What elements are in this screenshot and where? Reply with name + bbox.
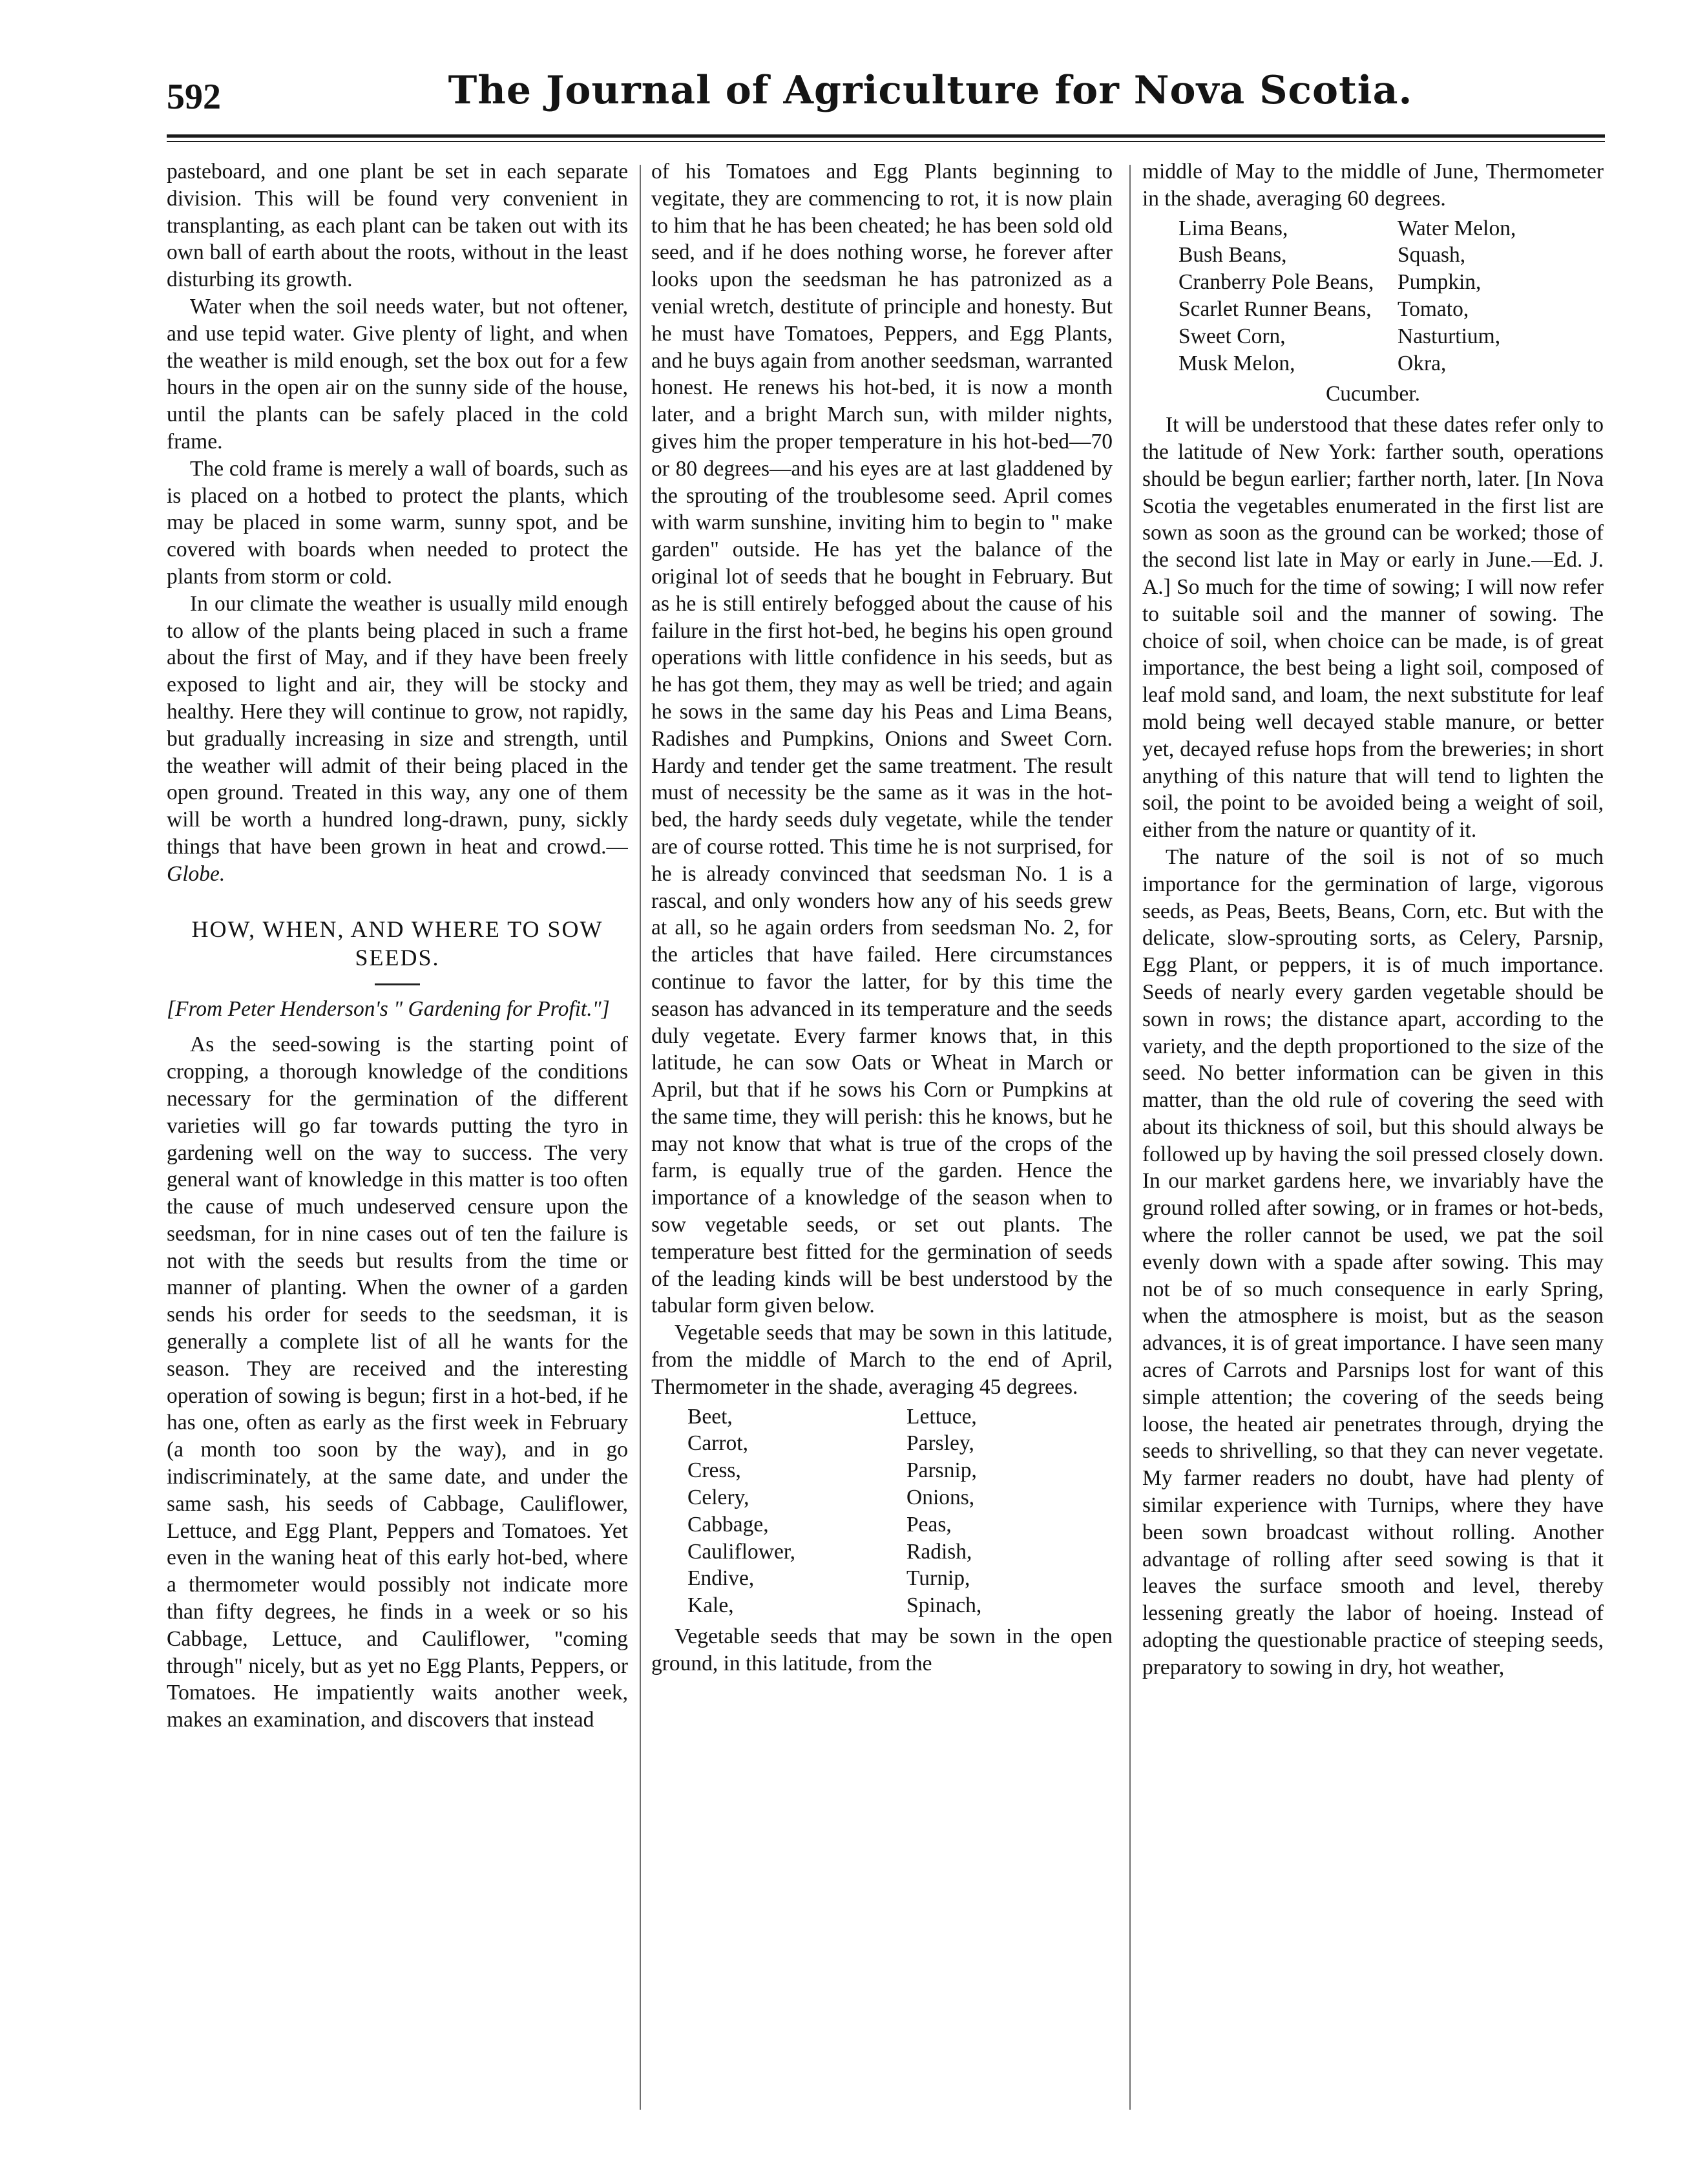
column-2 — [651, 158, 1113, 2116]
list-item: Spinach, — [906, 1593, 982, 1618]
list-item: Cranberry Pole Beans, — [1178, 270, 1374, 295]
list-item: Peas, — [906, 1512, 952, 1537]
list-item: Pumpkin, — [1398, 270, 1481, 295]
column-3 — [1142, 158, 1604, 2116]
list-item: Carrot, — [687, 1431, 748, 1456]
paragraph — [167, 591, 628, 888]
page-number: 592 — [167, 77, 221, 117]
list-item: Onions, — [906, 1486, 975, 1510]
header-rule-thin — [167, 141, 1605, 142]
paragraph: It will be understood that these dates refer only to the latitude of New York: farther south, operations should be begun earlier; farther north, later. [In Nova Scotia the vegetables enumerated in the first list are sown as soon as the ground can be worked; those of the second list late in May or early in June.—Ed. J. A.] So much for the time of sowing; I will now refer to suitable soil and the manner of sowing. The choice of soil, when choice can be made, is of great importance, the best being a light soil, composed of leaf mold sand, and loam, the next substitute for leaf mold being well decayed stable manure, or better yet, decayed refuse hops from the breweries; in short anything of this nature that will tend to lighten the soil, the point to be avoided being a weight of soil, either from the nature or quantity of it. — [1142, 413, 1604, 843]
paragraph: Vegetable seeds that may be sown in this latitude, from the middle of March to the end of April, Thermometer in the shade, averaging 45 degrees. — [651, 1321, 1113, 1399]
list-item: Okra, — [1398, 351, 1447, 375]
list-item: Turnip, — [906, 1566, 970, 1591]
list-item: Endive, — [687, 1566, 755, 1591]
paragraph-text: In our climate the weather is usually mild enough to allow of the plants being placed in such a frame about the first of May, and if they have been freely exposed to light and air, they will be stocky and healthy. Here they will continue to grow, not rapidly, but gradually increasing in size and strength, until the weather will admit of their being placed in the open ground. Treated in this way, any one of them will be worth a hundred long-drawn, puny, sickly things that have been grown in heat and crowd.— — [167, 591, 628, 859]
list-item: Scarlet Runner Beans, — [1178, 297, 1372, 321]
list-item: Cabbage, — [687, 1512, 769, 1537]
list-item: Musk Melon, — [1178, 351, 1295, 375]
list-item: Cucumber. — [1325, 382, 1421, 406]
list-item: Sweet Corn, — [1178, 324, 1286, 348]
source-note: [From Peter Henderson's " Gardening for Profit."] — [167, 996, 610, 1021]
early-vegetable-list — [651, 1403, 1113, 1619]
list-item: Beet, — [687, 1404, 733, 1429]
list-item: Radish, — [906, 1539, 972, 1564]
journal-title: The Journal of Agriculture for Nova Scotia. — [448, 68, 1413, 113]
paragraph: As the seed-sowing is the starting point of cropping, a thorough knowledge of the conditions necessary for the germination of the different varieties will go far towards putting the tyro in gardening well on the way to success. The very general want of knowledge in this matter is too often the cause of much undeserved censure upon the seedsman, for in nine cases out of ten the failure is not with the seeds but results from the time or manner of planting. When the owner of a garden sends his order for seeds to the seedsman, it is generally a complete list of all he wants for the season. They are received and the interesting operation of sowing is begun; first in a hot-bed, if he has one, often as early as the first week in February (a month too soon by the way), and in go indiscriminately, at the same date, and under the same sash, his seeds of Cabbage, Cauliflower, Lettuce, and Egg Plant, Peppers and Tomatoes. Yet even in the waning heat of this early hot-bed, where a thermometer would possibly not indicate more than fifty degrees, he finds in a week or so his Cabbage, Lettuce, and Cauliflower, "coming through" nicely, but as yet no Egg Plants, Peppers, or Tomatoes. He impatiently waits another week, makes an examination, and discovers that instead — [167, 1033, 628, 1732]
list-item: Cress, — [687, 1458, 741, 1483]
list-item: Bush Beans, — [1178, 243, 1287, 268]
column-divider — [640, 165, 641, 2110]
late-vegetable-list — [1142, 215, 1604, 377]
list-item: Water Melon, — [1398, 216, 1516, 240]
paragraph: middle of May to the middle of June, Thermometer in the shade, averaging 60 degrees. — [1142, 160, 1604, 211]
list-item: Parsley, — [906, 1431, 974, 1456]
paragraph: of his Tomatoes and Egg Plants beginning to vegitate, they are commencing to rot, it is now plain to him that he has been cheated; he has been sold old seed, and if he does nothing worse, he forever after looks upon the seedsman he has patronized as a venial wretch, destitute of principle and honesty. But he must have Tomatoes, Peppers, and Egg Plants, and he buys again from another seedsman, warranted honest. He renews his hot-bed, it is now a month later, and a bright March sun, with milder nights, gives him the proper temperature in his hot-bed—70 or 80 degrees—and his eyes are at last gladdened by the sprouting of the troublesome seed. April comes with warm sunshine, inviting him to begin to " make garden" outside. He has yet the balance of the original lot of seeds that he bought in February. But as he is still entirely befogged about the cause of his failure in the first hot-bed, he begins his open ground operations with little confidence in his seeds, but as he has got them, they may as well be tried; and again he sows in the same day his Peas and Lima Beans, Radishes and Pumpkins, Onions and Sweet Corn. Hardy and tender get the same treatment. The result must of necessity be the same as it was in the hot-bed, the hardy seeds duly vegetate, while the tender are of course rotted. This time he is not surprised, for he is already convinced that seedsman No. 1 is a rascal, and only wonders how any of his seeds grew at all, so he again orders from seedsman No. 2, for the articles that have failed. Here circumstances continue to favor the latter, for by this time the season has advanced in its temperature and the seeds duly vegetate. Every farmer knows that, in this latitude, he can sow Oats or Wheat in March or April, but that if he sows his Corn or Pumpkins at the same time, they will perish: this he knows, but he may not know that what is true of the crops of the farm, is equally true of the garden. Hence the importance of a knowledge of the season when to sow vegetable seeds, or set out plants. The temperature best fitted for the germination of seeds of the leading kinds will be best understood by the tabular form given below. — [651, 160, 1113, 1318]
list-item: Tomato, — [1398, 297, 1469, 321]
heading-rule — [375, 983, 420, 985]
paragraph: pasteboard, and one plant be set in each separate division. This will be found very convenient in transplanting, as each plant can be taken out with its own ball of earth about the roots, without in the least disturbing its growth. — [167, 160, 628, 292]
list-item: Nasturtium, — [1398, 324, 1501, 348]
paragraph: The cold frame is merely a wall of boards, such as is placed on a hotbed to protect the plants, which may be placed in some warm, sunny spot, and be covered with boards when needed to protect the plants from storm or cold. — [167, 456, 628, 589]
column-divider — [1129, 165, 1131, 2110]
list-item: Cauliflower, — [687, 1539, 796, 1564]
list-item: Lima Beans, — [1178, 216, 1288, 240]
list-item: Kale, — [687, 1593, 734, 1618]
paragraph: Water when the soil needs water, but not oftener, and use tepid water. Give plenty of light, and when the weather is mild enough, set the box out for a few hours in the open air on the sunny side of the house, until the plants can be safely placed in the cold frame. — [167, 294, 628, 454]
header-rule — [167, 134, 1605, 138]
paragraph: The nature of the soil is not of so much importance for the germination of large, vigorous seeds, as Peas, Beets, Beans, Corn, etc. But with the delicate, slow-sprouting sorts, as Celery, Parsnip, Egg Plant, or peppers, it is of much importance. Seeds of nearly every garden vegetable should be sown in rows; the distance apart, according to the variety, and the depth proportioned to the size of the seed. No better information can be given in this matter, than the old rule of covering the seed with about its thickness of soil, but this should always be followed up by having the soil pressed closely down. In our market gardens here, we invariably have the ground rolled after sowing, or in frames or hot-beds, where the roller cannot be used, we pat the soil evenly down with a spade after sowing. This may not be of so much consequence in early Spring, when the atmosphere is moist, but as the season advances, it is of great importance. I have seen many acres of Carrots and Parsnips lost for want of this simple attention; the covering of the seeds being loose, the heated air penetrates through, drying the seeds to shrivelling, so that they can never vegetate. My farmer readers no doubt, have had plenty of similar experience with Turnips, where they have been sown broadcast without rolling. Another advantage of rolling after seed sowing is that it leaves the surface smooth and level, thereby lessening greatly the labor of hoeing. Instead of adopting the questionable practice of steeping seeds, preparatory to sowing in dry, hot weather, — [1142, 845, 1604, 1679]
list-item: Squash, — [1398, 243, 1466, 268]
paragraph: Vegetable seeds that may be sown in the open ground, in this latitude, from the — [651, 1624, 1113, 1675]
source-attribution: Globe. — [167, 861, 225, 886]
list-item: Celery, — [687, 1486, 749, 1510]
article-heading: HOW, WHEN, AND WHERE TO SOW SEEDS. — [191, 916, 603, 971]
column-1 — [167, 158, 628, 2116]
list-item: Lettuce, — [906, 1404, 977, 1429]
list-item: Parsnip, — [906, 1458, 977, 1483]
